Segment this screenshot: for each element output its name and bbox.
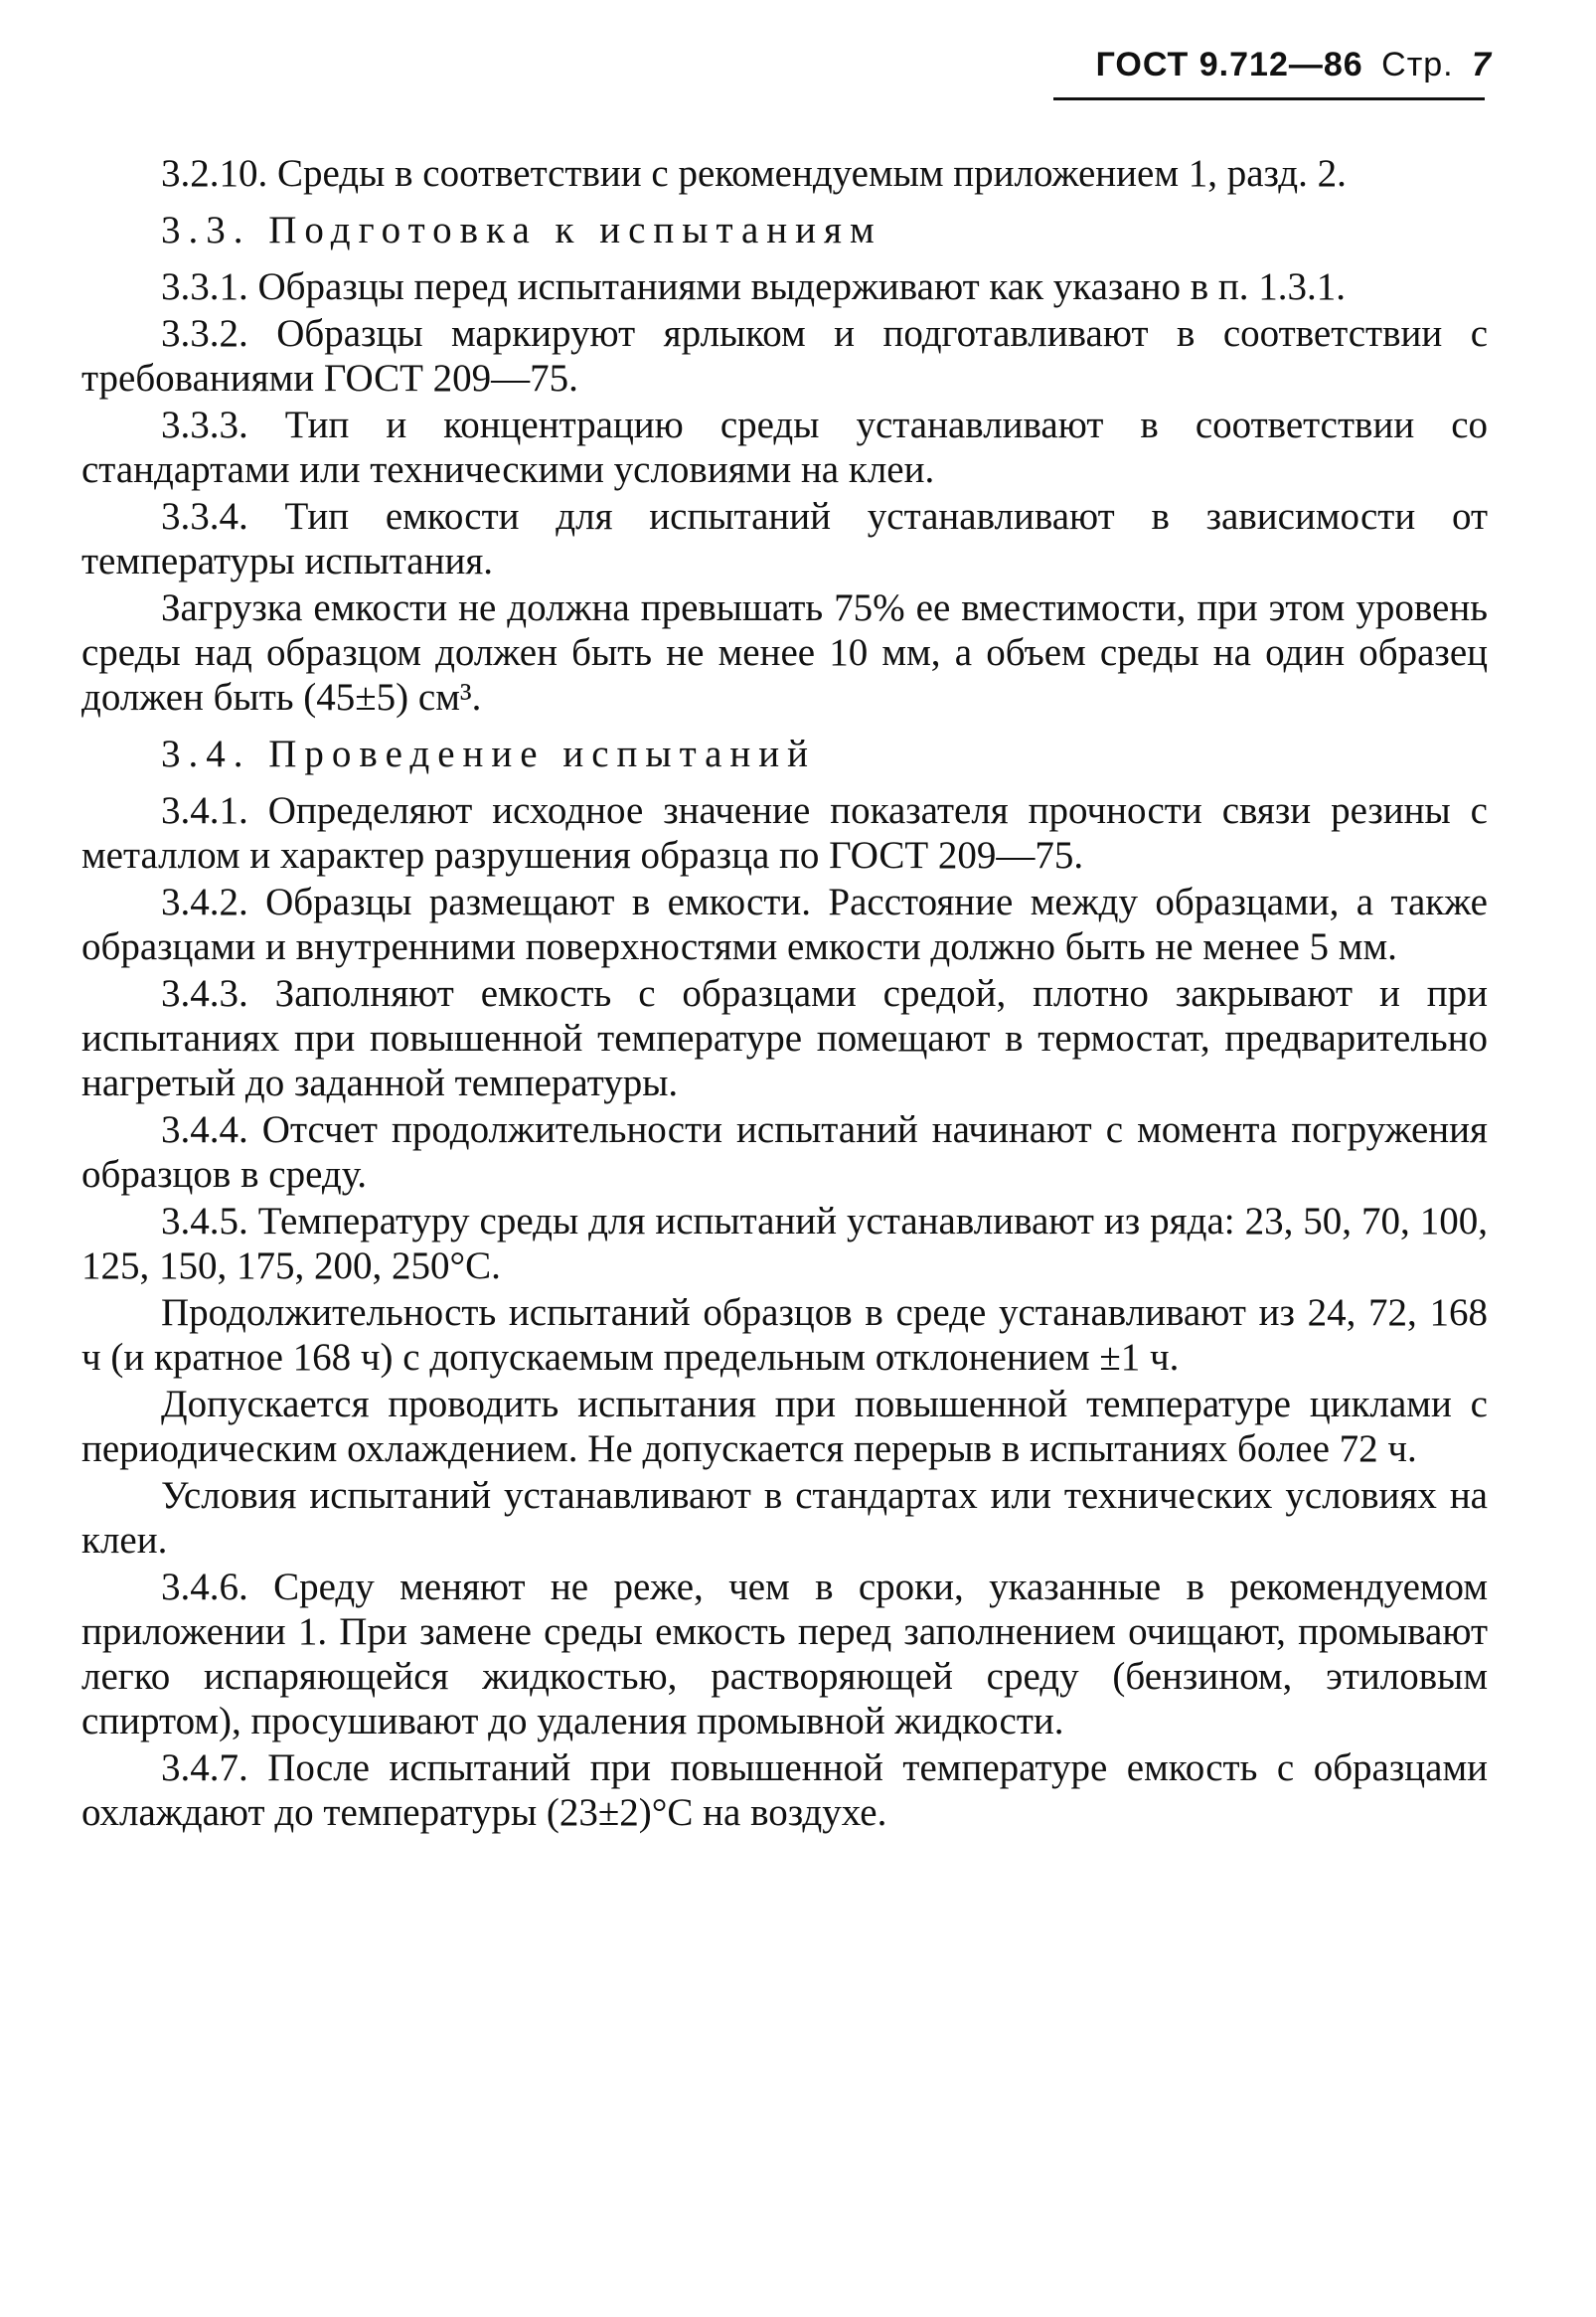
clause-3-4-3: 3.4.3. Заполняют емкость с образцами средой, плотно закрывают и при испытаниях при повышенной температуре помещают в термостат, предварительно нагретый до заданной температуры. (81, 972, 1488, 1104)
clause-3-4-1: 3.4.1. Определяют исходное значение показателя прочности связи резины с металлом и характер разрушения образца по ГОСТ 209—75. (81, 789, 1488, 877)
section-heading-3-3: 3.3. Подготовка к испытаниям (161, 209, 882, 251)
clause-3-4-7: 3.4.7. После испытаний при повышенной температуре емкость с образцами охлаждают до температуры (23±2)°С на воздухе. (81, 1746, 1488, 1834)
paragraph-cycles: Допускается проводить испытания при повышенной температуре циклами с периодическим охлаждением. Не допускается перерыв в испытаниях более 72 ч. (81, 1383, 1488, 1470)
paragraph-duration: Продолжительность испытаний образцов в среде устанавливают из 24, 72, 168 ч (и кратное 168 ч) с допускаемым предельным отклонением ±1 ч. (81, 1291, 1488, 1379)
clause-3-4-5: 3.4.5. Температуру среды для испытаний устанавливают из ряда: 23, 50, 70, 100, 125, 150, 175, 200, 250°С. (81, 1200, 1488, 1287)
section-heading-3-4: 3.4. Проведение испытаний (161, 733, 817, 775)
clause-3-4-2: 3.4.2. Образцы размещают в емкости. Расстояние между образцами, а также образцами и внутренними поверхностями емкости должно быть не менее 5 мм. (81, 881, 1488, 968)
document-code: ГОСТ 9.712—86 (1095, 46, 1363, 83)
clause-3-4-4: 3.4.4. Отсчет продолжительности испытаний начинают с момента погружения образцов в среду. (81, 1108, 1488, 1196)
clause-3-3-4: 3.3.4. Тип емкости для испытаний устанавливают в зависимости от температуры испытания. (81, 495, 1488, 582)
clause-3-3-1: 3.3.1. Образцы перед испытаниями выдерживают как указано в п. 1.3.1. (161, 265, 1347, 308)
clause-3-3-2: 3.3.2. Образцы маркируют ярлыком и подготавливают в соответствии с требованиями ГОСТ 209—75. (81, 312, 1488, 400)
clause-3-3-3: 3.3.3. Тип и концентрацию среды устанавливают в соответствии со стандартами или техническими условиями на клеи. (81, 404, 1488, 491)
paragraph-conditions: Условия испытаний устанавливают в стандартах или технических условиях на клеи. (81, 1474, 1488, 1562)
paragraph-loading: Загрузка емкости не должна превышать 75% ее вместимости, при этом уровень среды над образцом должен быть не менее 10 мм, а объем среды на один образец должен быть (45±5) см³. (81, 586, 1488, 719)
document-body (81, 151, 1488, 1837)
page-number: 7 (1472, 46, 1492, 83)
page-header (1096, 46, 1492, 84)
header-rule (1053, 97, 1485, 100)
page-label: Стр. (1381, 46, 1454, 83)
clause-3-4-6: 3.4.6. Среду меняют не реже, чем в сроки, указанные в рекомендуемом приложении 1. При замене среды емкость перед заполнением очищают, промывают легко испаряющейся жидкостью, растворяющей среду (бензином, этиловым спиртом), просушивают до удаления промывной жидкости. (81, 1566, 1488, 1742)
clause-3-2-10: 3.2.10. Среды в соответствии с рекомендуемым приложением 1, разд. 2. (161, 152, 1347, 195)
